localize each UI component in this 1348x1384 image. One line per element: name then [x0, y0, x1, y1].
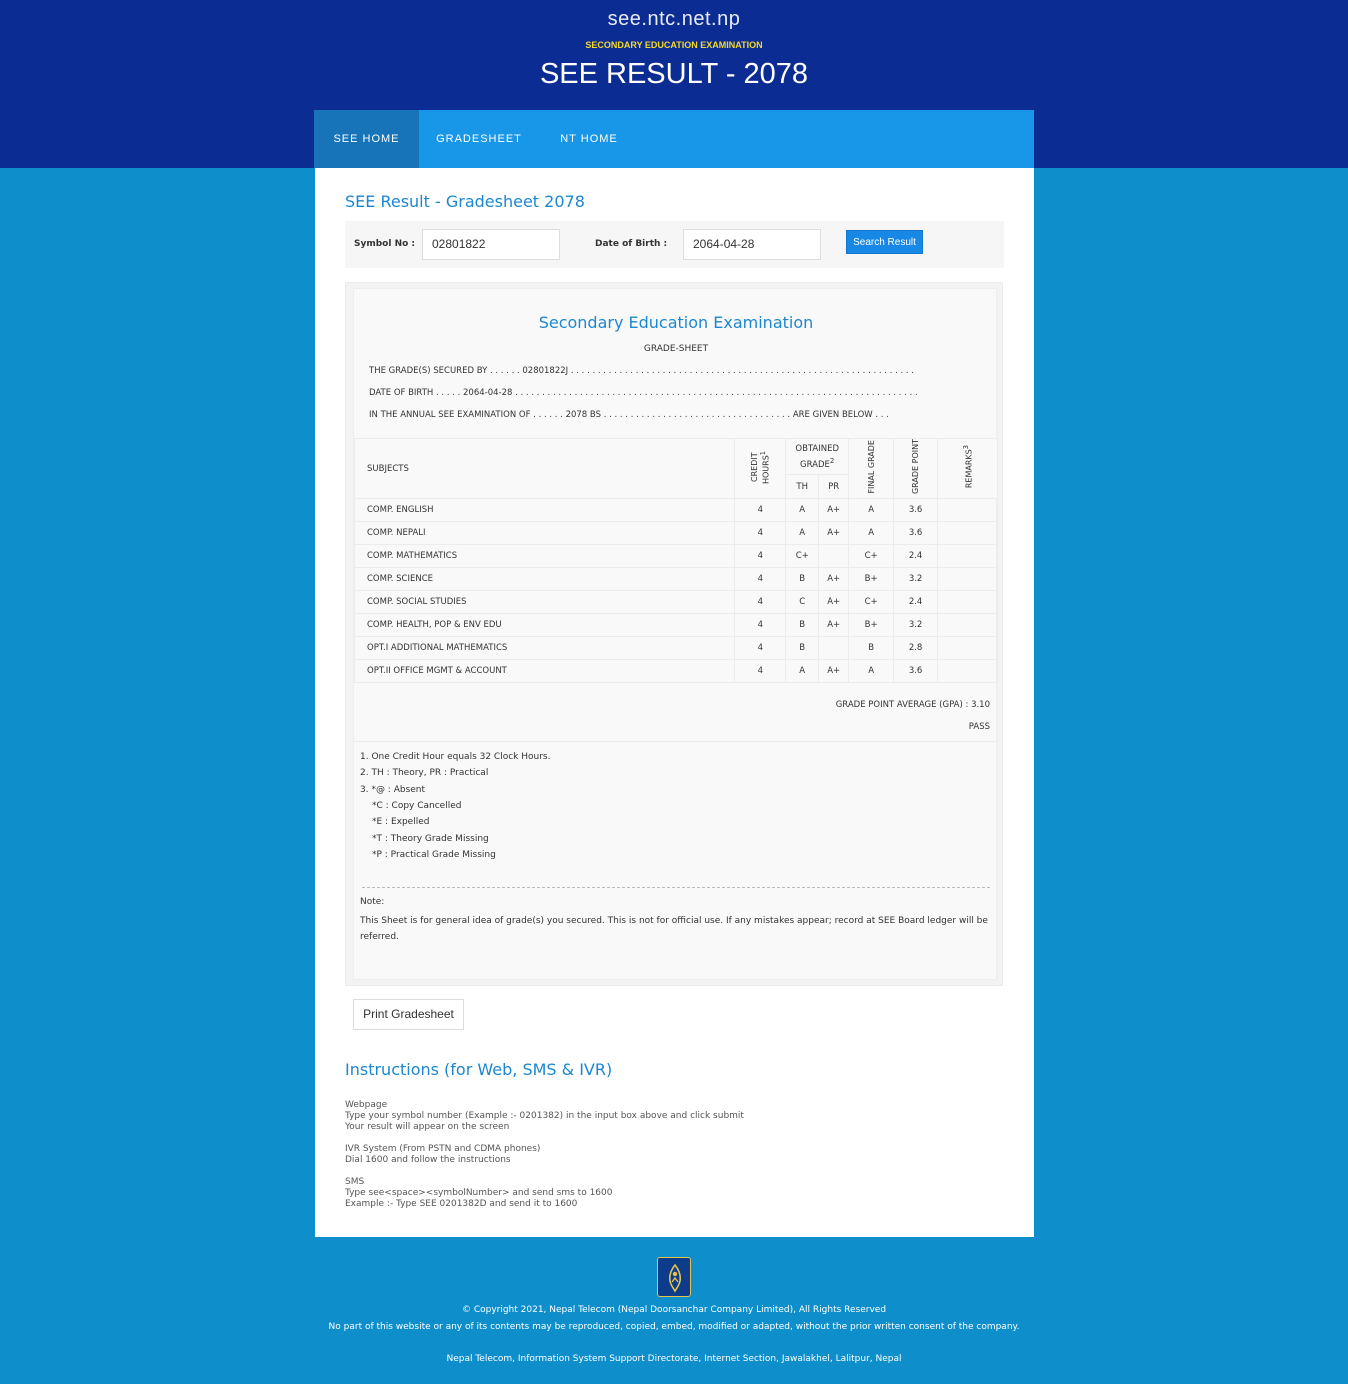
search-result-button[interactable]: Search Result — [846, 230, 923, 254]
grades-table — [354, 438, 998, 683]
page-main-title: SEE RESULT - 2078 — [539, 58, 809, 90]
table-row — [355, 545, 998, 568]
col-pr: PR — [819, 475, 849, 499]
table-row — [355, 522, 998, 545]
dob-label: Date of Birth : — [595, 239, 668, 249]
col-subjects: SUBJECTS — [355, 439, 735, 499]
gradesheet-panel — [345, 282, 1003, 986]
th-grade-cell: B — [786, 568, 819, 591]
gradesheet-subheading: GRADE-SHEET — [643, 344, 709, 354]
final-grade-cell: B — [849, 637, 894, 660]
legend-item: *E : Expelled — [372, 817, 430, 827]
subject-cell: OPT.II OFFICE MGMT & ACCOUNT — [355, 660, 735, 683]
instruction-line: Example :- Type SEE 0201382D and send it to 1600 — [345, 1199, 578, 1209]
legend-item: 2. TH : Theory, PR : Practical — [360, 768, 489, 778]
legend-item: *T : Theory Grade Missing — [372, 834, 489, 844]
instruction-line: Type see<space><symbolNumber> and send sms to 1600 — [345, 1188, 613, 1198]
print-gradesheet-button[interactable]: Print Gradesheet — [353, 999, 464, 1030]
site-name: see.ntc.net.np — [607, 8, 741, 30]
dob-line: DATE OF BIRTH . . . . . 2064-04-28 . . . . . . . . . . . . . . . . . . . . . . . . . . . . . . . . . . . . . . . . . . . . . . . . . . . . . . . . . . . . . . . . . . . . . . . . . . . — [369, 388, 918, 398]
col-credit-hours: CREDIT HOURS$^1$ — [735, 439, 786, 499]
th-grade-cell: B — [786, 614, 819, 637]
grade-point-cell: 3.6 — [894, 522, 938, 545]
legend-item: *C : Copy Cancelled — [372, 801, 462, 811]
remarks-cell — [938, 545, 998, 568]
credit-cell: 4 — [735, 499, 786, 522]
col-final-grade: FINAL GRADE — [849, 439, 894, 499]
credit-cell: 4 — [735, 614, 786, 637]
nepal-telecom-logo-icon[interactable] — [657, 1257, 691, 1297]
note-title: Note: — [360, 897, 385, 907]
final-grade-cell: C+ — [849, 591, 894, 614]
credit-cell: 4 — [735, 660, 786, 683]
exam-line: IN THE ANNUAL SEE EXAMINATION OF . . . . . . 2078 BS . . . . . . . . . . . . . . . . . . . . . . . . . . . . . . . . . . . ARE GIVEN BELOW . . . — [369, 410, 889, 420]
symbol-input[interactable]: 02801822 — [422, 229, 560, 260]
remarks-cell — [938, 522, 998, 545]
table-row — [355, 637, 998, 660]
col-grade-point: GRADE POINT — [894, 439, 938, 499]
th-grade-cell: A — [786, 522, 819, 545]
footer-address: Nepal Telecom, Information System Support Directorate, Internet Section, Jawalakhel, Lalitpur, Nepal — [446, 1354, 902, 1364]
pr-grade-cell — [819, 637, 849, 660]
table-row — [355, 614, 998, 637]
subject-cell: COMP. HEALTH, POP & ENV EDU — [355, 614, 735, 637]
instructions-heading: Instructions (for Web, SMS & IVR) — [345, 1060, 613, 1079]
credit-cell: 4 — [735, 568, 786, 591]
legend-item: *P : Practical Grade Missing — [372, 850, 496, 860]
th-grade-cell: B — [786, 637, 819, 660]
instruction-line: SMS — [345, 1177, 365, 1187]
table-row — [355, 568, 998, 591]
remarks-cell — [938, 660, 998, 683]
table-row — [355, 591, 998, 614]
remarks-cell — [938, 637, 998, 660]
pr-grade-cell: A+ — [819, 522, 849, 545]
grade-point-cell: 3.2 — [894, 614, 938, 637]
subject-cell: COMP. SCIENCE — [355, 568, 735, 591]
main-content — [315, 168, 1034, 1237]
col-obtained-grade: OBTAINED GRADE$^2$ — [786, 439, 849, 475]
result-status: PASS — [968, 722, 990, 732]
th-grade-cell: A — [786, 499, 819, 522]
main-navbar — [314, 110, 1034, 168]
instruction-line: Your result will appear on the screen — [345, 1122, 510, 1132]
divider — [362, 887, 990, 888]
grade-point-cell: 3.2 — [894, 568, 938, 591]
pr-grade-cell: A+ — [819, 591, 849, 614]
footer-disclaimer: No part of this website or any of its contents may be reproduced, copied, embed, modified or adapted, without the prior written consent of the company. — [328, 1322, 1020, 1332]
th-grade-cell: A — [786, 660, 819, 683]
subject-cell: COMP. ENGLISH — [355, 499, 735, 522]
legend-item: 1. One Credit Hour equals 32 Clock Hours. — [360, 752, 551, 762]
legend-item: 3. *@ : Absent — [360, 785, 426, 795]
final-grade-cell: A — [849, 660, 894, 683]
remarks-cell — [938, 614, 998, 637]
subject-cell: COMP. SOCIAL STUDIES — [355, 591, 735, 614]
credit-cell: 4 — [735, 522, 786, 545]
pr-grade-cell: A+ — [819, 660, 849, 683]
th-grade-cell: C — [786, 591, 819, 614]
pr-grade-cell — [819, 545, 849, 568]
subject-cell: COMP. MATHEMATICS — [355, 545, 735, 568]
grade-point-cell: 3.6 — [894, 660, 938, 683]
secured-by-line: THE GRADE(S) SECURED BY . . . . . . 02801822J . . . . . . . . . . . . . . . . . . . . . . . . . . . . . . . . . . . . . . . . . . . . . . . . . . . . . . . . . . . . . . . . — [369, 366, 915, 376]
footer-copyright: © Copyright 2021, Nepal Telecom (Nepal Doorsanchar Company Limited), All Rights Reserved — [461, 1305, 887, 1315]
subject-cell: OPT.I ADDITIONAL MATHEMATICS — [355, 637, 735, 660]
grade-point-cell: 3.6 — [894, 499, 938, 522]
final-grade-cell: B+ — [849, 614, 894, 637]
gradesheet — [353, 288, 997, 980]
pr-grade-cell: A+ — [819, 614, 849, 637]
instruction-line: Dial 1600 and follow the instructions — [345, 1155, 511, 1165]
exam-subtitle: SECONDARY EDUCATION EXAMINATION — [585, 40, 763, 50]
nav-nt-home[interactable]: NT HOME — [560, 133, 618, 145]
remarks-cell — [938, 568, 998, 591]
credit-cell: 4 — [735, 545, 786, 568]
gpa-value: GRADE POINT AVERAGE (GPA) : 3.10 — [835, 700, 990, 710]
table-row — [355, 499, 998, 522]
nav-see-home[interactable]: SEE HOME — [314, 110, 419, 168]
dob-input[interactable]: 2064-04-28 — [683, 229, 821, 260]
final-grade-cell: C+ — [849, 545, 894, 568]
grade-point-cell: 2.4 — [894, 545, 938, 568]
nav-gradesheet[interactable]: GRADESHEET — [436, 133, 522, 145]
pr-grade-cell: A+ — [819, 499, 849, 522]
grade-point-cell: 2.4 — [894, 591, 938, 614]
col-remarks: REMARKS$^3$ — [938, 439, 998, 499]
credit-cell: 4 — [735, 637, 786, 660]
credit-cell: 4 — [735, 591, 786, 614]
instruction-line: IVR System (From PSTN and CDMA phones) — [345, 1144, 541, 1154]
col-th: TH — [786, 475, 819, 499]
subject-cell: COMP. NEPALI — [355, 522, 735, 545]
note-text: This Sheet is for general idea of grade(s) you secured. This is not for official use. If any mistakes appear; record at SEE Board ledger will be referred. — [360, 916, 988, 942]
remarks-cell — [938, 591, 998, 614]
table-row — [355, 660, 998, 683]
symbol-label: Symbol No : — [354, 239, 416, 249]
page-heading: SEE Result - Gradesheet 2078 — [345, 192, 585, 211]
gradesheet-heading: Secondary Education Examination — [538, 313, 814, 332]
final-grade-cell: A — [849, 499, 894, 522]
legend-notes — [354, 741, 998, 981]
pr-grade-cell: A+ — [819, 568, 849, 591]
grade-point-cell: 2.8 — [894, 637, 938, 660]
final-grade-cell: B+ — [849, 568, 894, 591]
instruction-line: Type your symbol number (Example :- 0201382) in the input box above and click submit — [345, 1111, 744, 1121]
remarks-cell — [938, 499, 998, 522]
th-grade-cell: C+ — [786, 545, 819, 568]
search-form — [345, 221, 1004, 268]
instruction-line: Webpage — [345, 1100, 388, 1110]
final-grade-cell: A — [849, 522, 894, 545]
